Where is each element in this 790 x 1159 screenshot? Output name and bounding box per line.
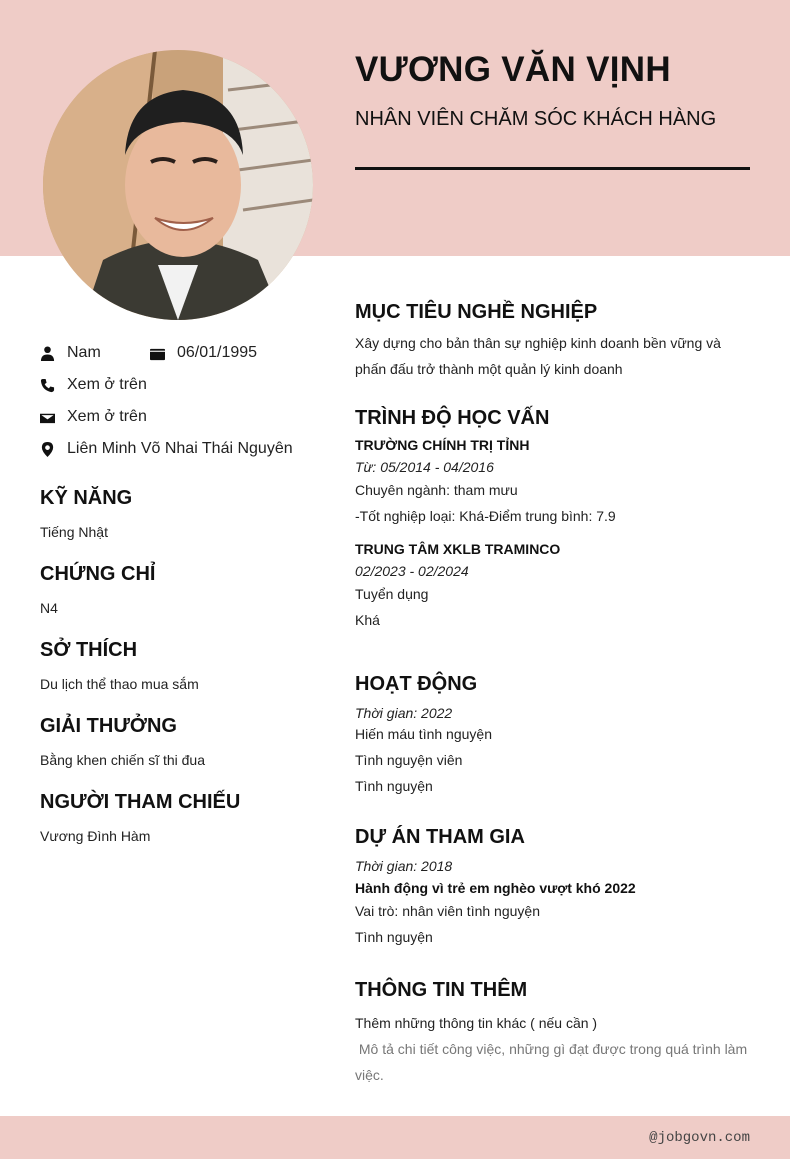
gender-value: Nam: [67, 344, 101, 361]
projects-date: Thời gian: 2018: [355, 858, 453, 874]
extra-text: Thêm những thông tin khác ( nếu cần ): [355, 1015, 598, 1031]
school-line: Chuyên ngành: tham mưu: [355, 482, 518, 498]
school-name: TRƯỜNG CHÍNH TRỊ TỈNH: [355, 437, 530, 453]
activity-line: Hiến máu tình nguyện: [355, 726, 492, 742]
extra-section: [355, 979, 755, 1088]
title-divider: [355, 167, 750, 170]
hobbies-text: Du lịch thể thao mua sắm: [40, 676, 199, 692]
skills-heading: KỸ NĂNG: [40, 487, 133, 509]
school-name: TRUNG TÂM XKLB TRAMINCO: [355, 541, 561, 557]
education-item: [355, 437, 755, 529]
activity-line: Tình nguyện: [355, 778, 433, 794]
school-date: Từ: 05/2014 - 04/2016: [355, 459, 494, 475]
awards-heading: GIẢI THƯỞNG: [40, 715, 177, 737]
profile-photo-illustration: [43, 50, 313, 320]
activities-date: Thời gian: 2022: [355, 705, 453, 721]
references-heading: NGƯỜI THAM CHIẾU: [40, 791, 241, 813]
extra-heading: THÔNG TIN THÊM: [355, 979, 528, 1001]
skills-text: Tiếng Nhật: [40, 524, 108, 540]
project-title: Hành động vì trẻ em nghèo vượt khó 2022: [355, 880, 636, 896]
job-title: NHÂN VIÊN CHĂM SÓC KHÁCH HÀNG: [355, 108, 717, 130]
projects-heading: DỰ ÁN THAM GIA: [355, 826, 525, 848]
activities-heading: HOẠT ĐỘNG: [355, 673, 478, 695]
extra-muted-text: Mô tả chi tiết công việc, những gì đạt được trong quá trình làm việc.: [355, 1041, 752, 1083]
phone-value: Xem ở trên: [67, 376, 147, 393]
contact-email: [40, 406, 147, 428]
objective-heading: MỤC TIÊU NGHỀ NGHIỆP: [355, 301, 598, 323]
awards-text: Bằng khen chiến sĩ thi đua: [40, 752, 206, 768]
contact-phone: [40, 374, 147, 396]
email-value: Xem ở trên: [67, 408, 147, 425]
education-section: [355, 407, 755, 633]
mail-icon: [40, 409, 55, 425]
school-date: 02/2023 - 02/2024: [355, 563, 469, 579]
contact-gender: [40, 342, 101, 364]
profile-photo: [43, 50, 313, 320]
location-pin-icon: [40, 441, 55, 457]
activities-section: [355, 673, 755, 799]
contact-address: [40, 438, 293, 460]
project-line: Tình nguyện: [355, 929, 433, 945]
project-line: Vai trò: nhân viên tình nguyện: [355, 903, 540, 919]
objective-section: [355, 301, 755, 382]
education-item: [355, 541, 755, 633]
calendar-icon: [150, 345, 165, 361]
references-text: Vương Đình Hàm: [40, 828, 151, 844]
school-line: Khá: [355, 612, 380, 628]
school-line: Tuyển dụng: [355, 586, 429, 602]
certificates-heading: CHỨNG CHỈ: [40, 563, 156, 585]
projects-section: [355, 826, 755, 950]
contact-birthday: [150, 342, 257, 364]
school-line: -Tốt nghiệp loại: Khá-Điểm trung bình: 7.9: [355, 508, 616, 524]
hobbies-heading: SỞ THÍCH: [40, 639, 138, 661]
objective-text: Xây dựng cho bản thân sự nghiệp kinh doanh bền vững và phấn đấu trở thành một quản lý kinh doanh: [355, 335, 721, 377]
candidate-name: VƯƠNG VĂN VỊNH: [355, 50, 671, 89]
birthday-value: 06/01/1995: [177, 344, 258, 361]
education-heading: TRÌNH ĐỘ HỌC VẤN: [355, 407, 550, 429]
certificates-text: N4: [40, 600, 58, 616]
person-icon: [40, 345, 55, 361]
footer-watermark: @jobgovn.com: [649, 1130, 750, 1146]
phone-icon: [40, 377, 55, 393]
activity-line: Tình nguyện viên: [355, 752, 463, 768]
address-value: Liên Minh Võ Nhai Thái Nguyên: [67, 440, 293, 457]
